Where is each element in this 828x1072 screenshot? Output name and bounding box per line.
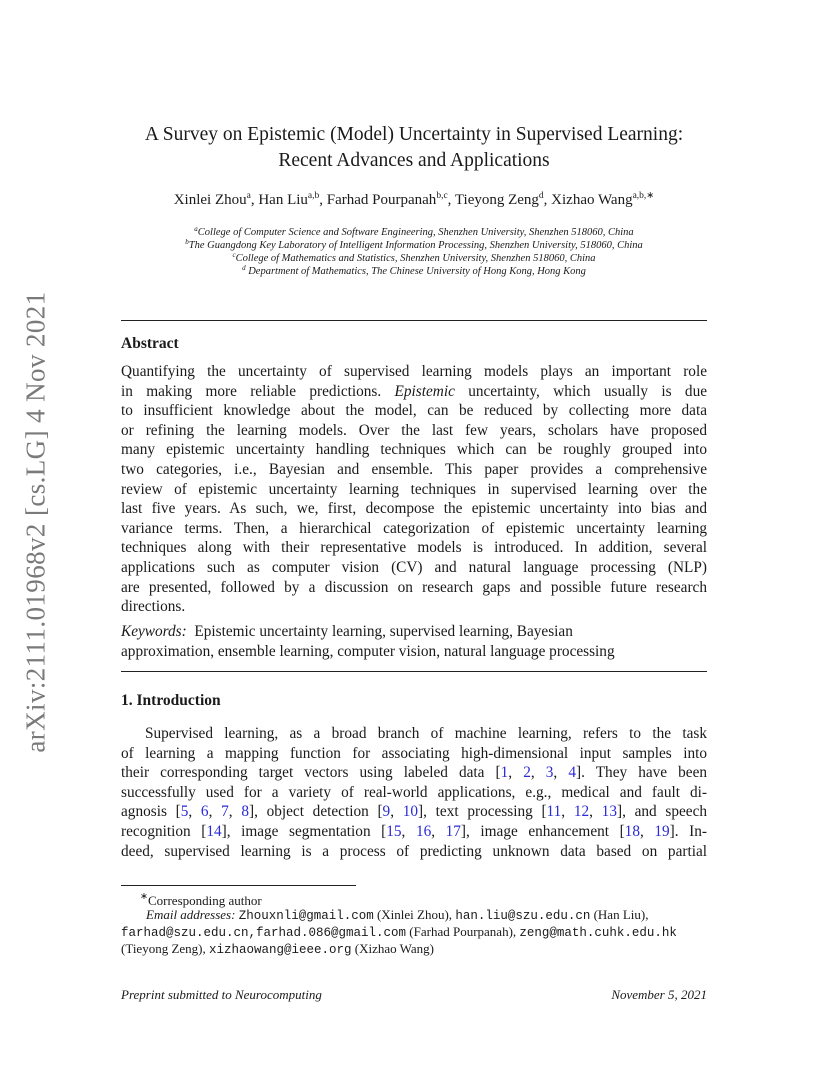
footer-preprint-note: Preprint submitted to Neurocomputing xyxy=(121,987,322,1002)
abstract-line: techniques along with their representative models is introduced. In addition, several xyxy=(121,539,707,557)
keywords-line: approximation, ensemble learning, computer vision, natural language processing xyxy=(121,642,615,660)
abstract-line: Quantifying the uncertainty of supervised learning models plays an important role xyxy=(121,363,707,380)
citation-link[interactable]: 10 xyxy=(402,803,419,821)
paper-title xyxy=(80,122,748,174)
introduction-body xyxy=(121,724,707,861)
title-line-1: A Survey on Epistemic (Model) Uncertainty in Supervised Learning: xyxy=(144,124,684,145)
abstract-top-rule xyxy=(121,320,707,321)
abstract-line: are presented, followed by a discussion on research gaps and possible future research xyxy=(121,578,707,596)
intro-line: of learning a mapping function for associating high-dimensional input samples into xyxy=(121,744,707,762)
keywords-block xyxy=(121,622,707,661)
title-line-2: Recent Advances and Applications xyxy=(278,150,550,171)
citation-link[interactable]: 11 xyxy=(546,803,562,821)
abstract-line: in making more reliable predictions. Epistemic uncertainty, which usually is due xyxy=(121,382,708,400)
section-heading-introduction: 1. Introduction xyxy=(121,692,221,709)
affiliation-text: College of Mathematics and Statistics, Shenzhen University, Shenzhen 518060, China xyxy=(235,253,596,264)
email-link[interactable]: farhad@szu.edu.cn,farhad.086@gmail.com xyxy=(121,926,407,940)
abstract-body xyxy=(121,362,707,617)
abstract-line: review of epistemic uncertainty learning techniques in supervised learning over the xyxy=(121,480,707,498)
citation-link[interactable]: 6 xyxy=(200,803,209,821)
citation-link[interactable]: 18 xyxy=(624,822,640,840)
citation-link[interactable]: 15 xyxy=(386,822,402,840)
citation-link[interactable]: 1 xyxy=(500,764,509,782)
author-affiliation-mark: a,b,∗ xyxy=(632,191,655,201)
abstract-line: variance terms. Then, a hierarchical categorization of epistemic uncertainty learning xyxy=(121,519,707,537)
emphasis-epistemic: Epistemic xyxy=(394,382,455,400)
intro-line: Supervised learning, as a broad branch of machine learning, refers to the task xyxy=(145,725,707,742)
abstract-heading: Abstract xyxy=(121,335,179,352)
affiliation-text: The Guangdong Key Laboratory of Intelligent Information Processing, Shenzhen University, 518060, China xyxy=(188,240,643,251)
affiliation-text: Department of Mathematics, The Chinese University of Hong Kong, Hong Kong xyxy=(245,266,586,277)
affiliation-mark: c xyxy=(232,251,236,259)
author-name: Tieyong Zeng xyxy=(454,192,539,208)
email-link[interactable]: Zhouxnli@gmail.com xyxy=(238,909,374,923)
abstract-line: two categories, i.e., Bayesian and ensemble. This paper provides a comprehensive xyxy=(121,460,707,478)
affiliation-mark: b xyxy=(185,238,189,246)
citation-link[interactable]: 7 xyxy=(221,803,229,821)
footnote-emails-line2: farhad@szu.edu.cn,farhad.086@gmail.com (Farhad Pourpanah), zeng@math.cuhk.edu.hk xyxy=(121,924,677,940)
footnote-emails-line1: Email addresses: Zhouxnli@gmail.com (Xinlei Zhou), han.liu@szu.edu.cn (Han Liu), xyxy=(146,907,649,923)
author-affiliation-mark: a xyxy=(246,191,251,201)
email-link[interactable]: han.liu@szu.edu.cn xyxy=(455,909,591,923)
email-link[interactable]: xizhaowang@ieee.org xyxy=(209,943,352,957)
abstract-line: or refining the learning models. Over the last few years, scholars have proposed xyxy=(121,421,707,439)
affiliation-mark: a xyxy=(194,225,198,233)
citation-link[interactable]: 13 xyxy=(601,803,617,821)
author-list: Xinlei Zhou$^a$, Han Liu$^{a,b}$, Farhad Pourpanah$^{b,c}$, Tieyong Zeng$^d$, Xizhao Wang$^{a,b,∗}$ xyxy=(173,191,655,208)
author-affiliation-mark: d xyxy=(538,191,544,201)
citation-link[interactable]: 9 xyxy=(382,803,391,821)
citation-link[interactable]: 3 xyxy=(545,764,554,782)
footnote-emails-line3: (Tieyong Zeng), xizhaowang@ieee.org (Xizhao Wang) xyxy=(121,941,434,957)
citation-link[interactable]: 2 xyxy=(523,764,531,782)
abstract-line: applications such as computer vision (CV) and natural language processing (NLP) xyxy=(121,558,707,576)
abstract-line: last five years. As such, we, first, decompose the epistemic uncertainty into bias and xyxy=(121,500,707,518)
citation-link[interactable]: 14 xyxy=(206,822,222,840)
author-name: Farhad Pourpanah xyxy=(326,192,437,208)
author-name: Han Liu xyxy=(258,192,308,208)
footnote-text: Corresponding author xyxy=(147,893,262,908)
affiliation-text: College of Computer Science and Software Engineering, Shenzhen University, Shenzhen 518060, China xyxy=(197,227,634,238)
citation-link[interactable]: 8 xyxy=(241,803,249,821)
keywords-text: Epistemic uncertainty learning, supervised learning, Bayesian xyxy=(194,623,573,640)
footnote-rule xyxy=(121,885,356,886)
affiliation-d xyxy=(80,262,748,278)
abstract-line: to insufficient knowledge about the model, can be reduced by collecting more data xyxy=(121,402,707,420)
abstract-bottom-rule xyxy=(121,671,707,672)
abstract-line: directions. xyxy=(121,598,186,616)
author-affiliation-mark: a,b xyxy=(307,191,320,201)
intro-line: successfully used for a variety of real-world applications, e.g., medical and fault di- xyxy=(121,783,707,801)
citation-link[interactable]: 19 xyxy=(654,822,670,840)
intro-line: agnosis [5, 6, 7, 8], object detection [9, 10], text processing [11, 12, 13], and speech xyxy=(121,803,708,821)
footer-date: November 5, 2021 xyxy=(611,987,707,1002)
email-label: Email addresses: xyxy=(146,907,236,922)
citation-link[interactable]: 5 xyxy=(180,803,189,821)
citation-link[interactable]: 12 xyxy=(573,803,590,821)
abstract-line: many epistemic uncertainty handling techniques which can be roughly grouped into xyxy=(121,441,707,459)
keywords-label: Keywords: xyxy=(121,623,187,640)
citation-link[interactable]: 4 xyxy=(568,764,576,782)
citation-link[interactable]: 16 xyxy=(415,822,432,840)
author-name: Xinlei Zhou xyxy=(173,192,247,208)
intro-line: deed, supervised learning is a process of predicting unknown data based on partial xyxy=(121,842,707,860)
intro-line: recognition [14], image segmentation [15, 16, 17], image enhancement [18, 19]. In- xyxy=(121,822,707,840)
intro-line: their corresponding target vectors using labeled data [1, 2, 3, 4]. They have been xyxy=(121,764,708,782)
email-link[interactable]: zeng@math.cuhk.edu.hk xyxy=(519,926,677,940)
citation-link[interactable]: 17 xyxy=(445,822,461,840)
affiliation-mark: d xyxy=(242,264,246,272)
author-affiliation-mark: b,c xyxy=(436,191,448,201)
arxiv-sidebar xyxy=(0,0,70,1072)
author-name: Xizhao Wang xyxy=(551,192,633,208)
footnote-mark: ∗ xyxy=(140,892,148,902)
arxiv-identifier: arXiv:2111.01968v2 [cs.LG] 4 Nov 2021 xyxy=(20,291,51,753)
keywords-line xyxy=(121,622,707,642)
